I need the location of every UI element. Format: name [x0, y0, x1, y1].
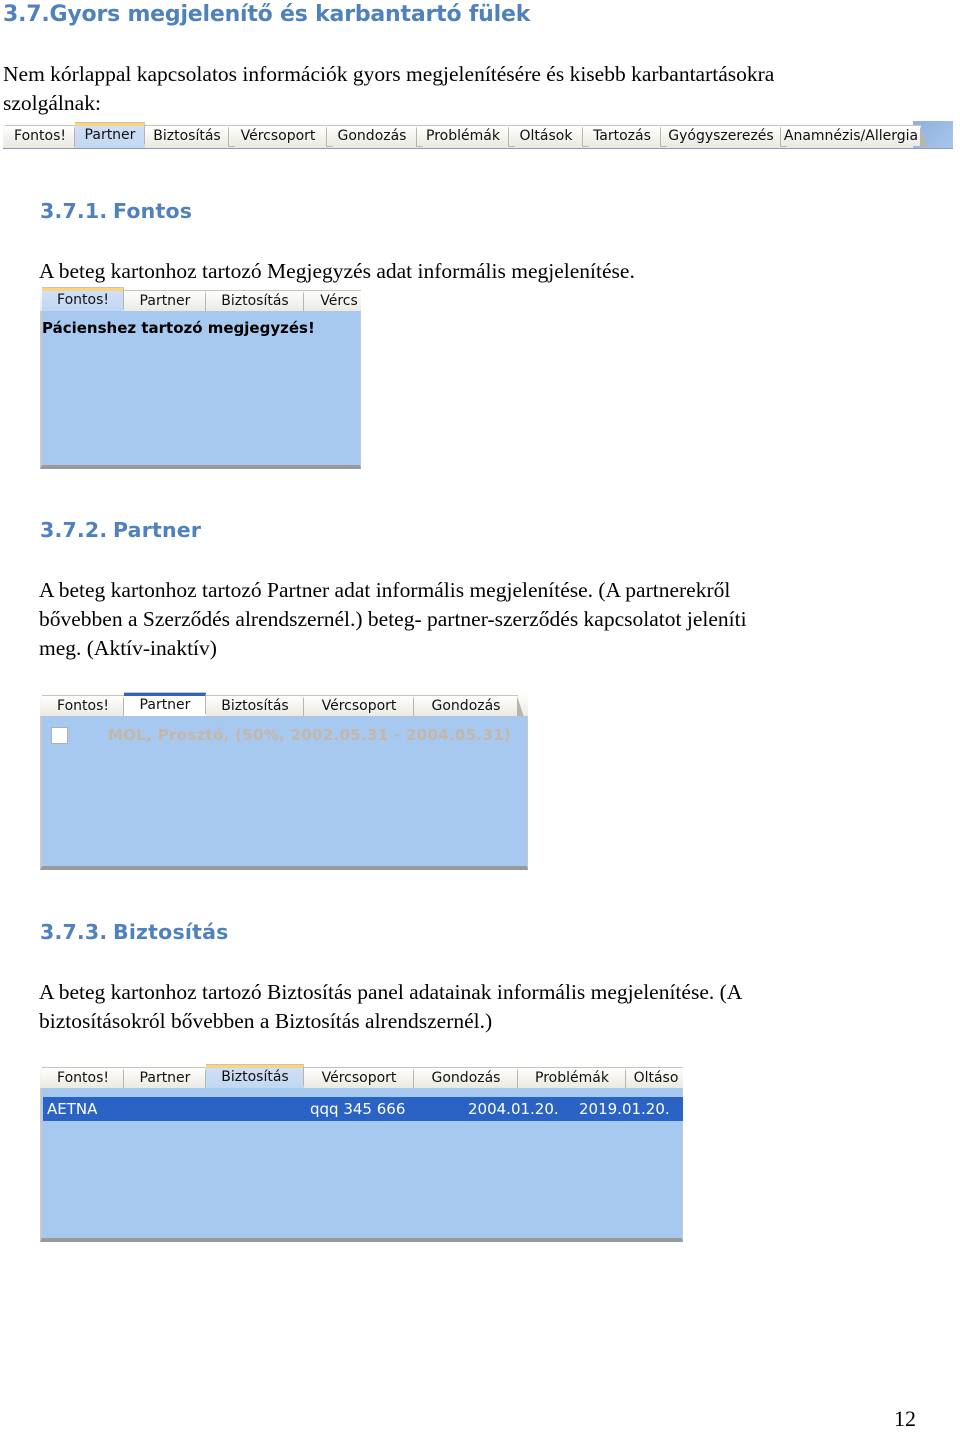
insurance-name: AETNA	[47, 1100, 98, 1118]
biztositas-tab-panel-screenshot	[40, 1064, 683, 1242]
tab-biztositas[interactable]	[206, 695, 304, 716]
tab-strip	[40, 1064, 683, 1089]
tab-vercsoport[interactable]	[304, 290, 361, 311]
tab-label: Vércsoport	[321, 698, 397, 714]
tab-problemak[interactable]	[417, 125, 509, 146]
tab-biztositas[interactable]	[206, 290, 304, 311]
tab-gondozas[interactable]	[327, 125, 417, 146]
tab-label: Biztosítás	[221, 698, 289, 714]
tab-label: Oltáso	[633, 1070, 679, 1086]
tab-label: Gondozás	[337, 128, 407, 144]
tab-gyogyszerezes[interactable]	[661, 125, 781, 146]
active-checkbox[interactable]	[51, 727, 68, 744]
tab-label: Anamnézis/Allergia	[783, 128, 919, 144]
tab-label: Vércs	[320, 293, 358, 309]
tab-label: Partner	[139, 1070, 191, 1086]
tab-oltasok[interactable]	[626, 1067, 683, 1088]
tab-vercsoport[interactable]	[229, 125, 327, 146]
tab-fontos[interactable]	[42, 1067, 124, 1088]
text-line: meg. (Aktív-inaktív)	[39, 636, 217, 660]
tab-label: Biztosítás	[221, 293, 289, 309]
text-line: biztosításokról bővebben a Biztosítás alrendszernél.)	[39, 1009, 493, 1033]
tab-label: Fontos!	[57, 698, 109, 714]
tab-problemak[interactable]	[518, 1067, 626, 1088]
tab-vercsoport[interactable]	[304, 695, 414, 716]
intro-line: Nem kórlappal kapcsolatos információk gyors megjelenítésére és kisebb karbantartásokra	[3, 62, 775, 86]
section-heading-partner	[40, 518, 201, 542]
tab-partner[interactable]	[124, 692, 206, 716]
insurance-row[interactable]	[43, 1097, 683, 1121]
intro-line: szolgálnak:	[3, 91, 101, 115]
insurance-code: qqq 345 666	[310, 1100, 406, 1118]
tab-label: Gondozás	[431, 1070, 501, 1086]
tab-label: Partner	[139, 293, 191, 309]
tab-fontos[interactable]	[5, 125, 75, 146]
section-title: Biztosítás	[113, 920, 229, 944]
insurance-from: 2004.01.20.	[468, 1100, 559, 1118]
tab-content-panel	[40, 311, 361, 469]
text-line: A beteg kartonhoz tartozó Partner adat informális megjelenítése. (A partnerekről	[39, 578, 731, 602]
tab-vercsoport[interactable]	[304, 1067, 414, 1088]
tab-oltasok[interactable]	[509, 125, 583, 146]
tab-partner[interactable]	[75, 122, 145, 148]
tab-label: Biztosítás	[221, 1069, 289, 1085]
patient-note: Pácienshez tartozó megjegyzés!	[42, 319, 315, 337]
tab-label: Gondozás	[431, 698, 501, 714]
section-number: 3.7.3.	[40, 920, 108, 944]
tab-content-panel	[40, 716, 528, 870]
tab-gondozas[interactable]	[414, 695, 518, 716]
tab-label: Gyógyszerezés	[668, 128, 774, 144]
section-text: A beteg kartonhoz tartozó Megjegyzés adat informális megjelenítése.	[39, 259, 635, 283]
section-heading-biztositas	[40, 920, 229, 944]
section-text	[39, 978, 742, 1036]
tab-content-panel	[40, 1088, 683, 1242]
tab-fontos[interactable]	[42, 287, 124, 311]
text-line: A beteg kartonhoz tartozó Biztosítás panel adatainak informális megjelenítése. (A	[39, 980, 743, 1004]
section-title: Partner	[113, 518, 202, 542]
section-number: 3.7.1.	[40, 199, 108, 223]
tab-label: Problémák	[535, 1070, 609, 1086]
tab-label: Vércsoport	[240, 128, 316, 144]
intro-paragraph	[3, 60, 774, 118]
tab-partner[interactable]	[124, 290, 206, 311]
tab-label: Partner	[139, 697, 191, 713]
fontos-tab-panel-screenshot	[40, 287, 361, 469]
section-number: 3.7.2.	[40, 518, 108, 542]
tab-fontos[interactable]	[42, 695, 124, 716]
tab-biztositas[interactable]	[145, 125, 229, 146]
tab-partner[interactable]	[124, 1067, 206, 1088]
tab-label: Fontos!	[14, 128, 66, 144]
tab-anamnezis-allergia[interactable]	[781, 125, 921, 146]
page-number: 12	[894, 1406, 916, 1431]
text-line: bővebben a Szerződés alrendszernél.) beteg- partner-szerződés kapcsolatot jeleníti	[39, 607, 747, 631]
section-title: Fontos	[113, 199, 193, 223]
tab-label: Fontos!	[57, 1070, 109, 1086]
tab-label: Vércsoport	[321, 1070, 397, 1086]
tab-tartozas[interactable]	[583, 125, 661, 146]
partner-row: MOL, Prosztó, (50%, 2002.05.31 - 2004.05.31)	[108, 726, 512, 744]
insurance-to: 2019.01.20.	[579, 1100, 670, 1118]
main-tab-strip	[3, 121, 953, 149]
tab-label: Fontos!	[57, 292, 109, 308]
chapter-heading: 3.7.Gyors megjelenítő és karbantartó fülek	[3, 2, 531, 27]
tab-label: Oltások	[519, 128, 573, 144]
tab-label: Problémák	[426, 128, 500, 144]
tab-label: Partner	[84, 127, 136, 143]
tab-biztositas[interactable]	[206, 1064, 304, 1088]
tab-label: Biztosítás	[153, 128, 221, 144]
tab-strip	[40, 692, 528, 717]
section-text	[39, 576, 747, 663]
tab-gondozas[interactable]	[414, 1067, 518, 1088]
partner-tab-panel-screenshot	[40, 692, 528, 870]
tab-label: Tartozás	[593, 128, 651, 144]
section-heading-fontos	[40, 199, 192, 223]
tab-strip	[40, 287, 361, 312]
